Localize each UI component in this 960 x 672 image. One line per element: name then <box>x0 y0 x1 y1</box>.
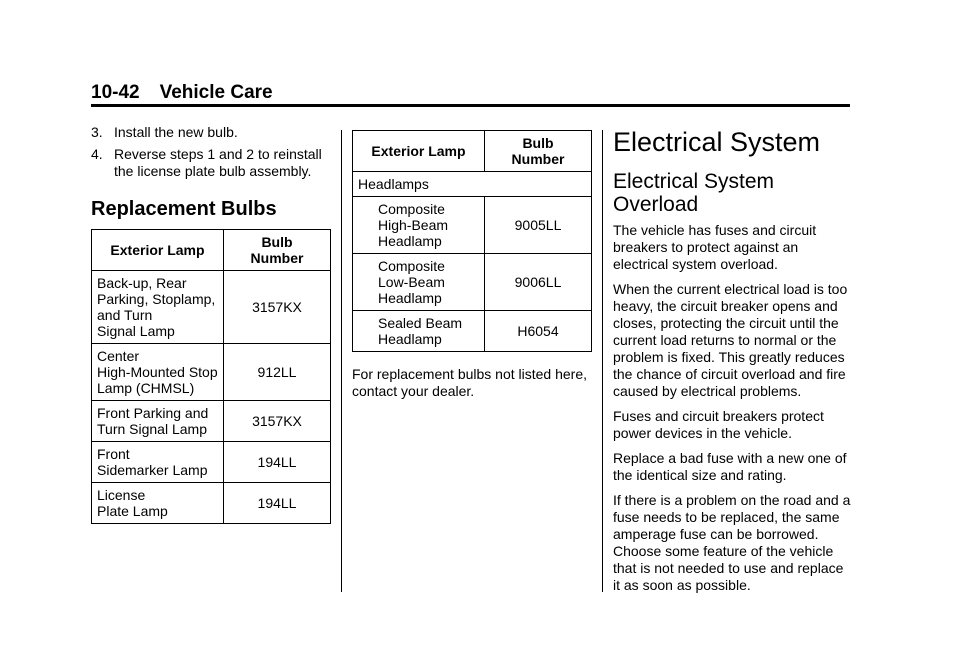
section-title: Vehicle Care <box>159 82 273 103</box>
col-header-bulb: Bulb Number <box>224 230 331 271</box>
replacement-bulbs-table <box>91 229 331 524</box>
table-note: For replacement bulbs not listed here, contact your dealer. <box>352 366 588 399</box>
bulb-cell: 9006LL <box>485 254 592 311</box>
column-divider <box>341 130 342 592</box>
paragraph: If there is a problem on the road and a fuse needs to be replaced, the same amperage fuse can be borrowed. Choose some feature of the vehicle that is not needed to use and replace it as soon as possible. <box>613 492 851 593</box>
headlamp-bulbs-table <box>352 130 592 352</box>
col-header-lamp: Exterior Lamp <box>92 230 224 271</box>
step-text: Reverse steps 1 and 2 to reinstall the license plate bulb assembly. <box>114 146 322 179</box>
lamp-cell: License Plate Lamp <box>92 483 224 524</box>
paragraph: When the current electrical load is too heavy, the circuit breaker opens and closes, protecting the circuit until the current load returns to normal or the problem is fixed. This greatly reduces the chance of circuit overload and fire caused by electrical problems. <box>613 281 848 399</box>
bulb-cell: 3157KX <box>224 401 331 442</box>
table-header-row <box>353 131 592 172</box>
lamp-cell: Composite Low-Beam Headlamp <box>353 254 485 311</box>
table-row <box>353 197 592 254</box>
table-row <box>92 344 331 401</box>
step-text: Install the new bulb. <box>114 124 238 140</box>
table-group-row <box>353 172 592 197</box>
bulb-cell: H6054 <box>485 311 592 352</box>
table-row <box>353 311 592 352</box>
subsection-heading: Electrical System Overload <box>613 170 775 216</box>
step-number: 4. <box>91 146 103 162</box>
column-right <box>613 124 853 602</box>
lamp-cell: Composite High-Beam Headlamp <box>353 197 485 254</box>
table-row <box>92 483 331 524</box>
header-rule <box>91 104 850 107</box>
lamp-cell: Sealed Beam Headlamp <box>353 311 485 352</box>
lamp-cell: Center High-Mounted Stop Lamp (CHMSL) <box>92 344 224 401</box>
step-item <box>91 124 331 141</box>
table-header-row <box>92 230 331 271</box>
col-header-bulb: Bulb Number <box>485 131 592 172</box>
chapter-heading: Electrical System <box>613 127 821 157</box>
column-middle <box>352 130 592 408</box>
lamp-cell: Back-up, Rear Parking, Stoplamp, and Turn Signal Lamp <box>92 271 224 344</box>
table-row <box>92 401 331 442</box>
column-divider <box>602 130 603 592</box>
bulb-cell: 194LL <box>224 442 331 483</box>
table-row <box>92 442 331 483</box>
col-header-lamp: Exterior Lamp <box>353 131 485 172</box>
bulb-cell: 9005LL <box>485 197 592 254</box>
bulb-cell: 3157KX <box>224 271 331 344</box>
page-number: 10-42 <box>91 82 140 103</box>
column-left <box>91 124 331 524</box>
section-heading: Replacement Bulbs <box>91 198 277 220</box>
paragraph: Fuses and circuit breakers protect power devices in the vehicle. <box>613 408 824 441</box>
bulb-cell: 194LL <box>224 483 331 524</box>
bulb-cell: 912LL <box>224 344 331 401</box>
group-label: Headlamps <box>353 172 592 197</box>
lamp-cell: Front Parking and Turn Signal Lamp <box>92 401 224 442</box>
table-row <box>92 271 331 344</box>
step-number: 3. <box>91 124 103 140</box>
paragraph: Replace a bad fuse with a new one of the identical size and rating. <box>613 450 847 483</box>
page-header <box>91 82 273 104</box>
step-item <box>91 146 331 180</box>
table-row <box>353 254 592 311</box>
paragraph: The vehicle has fuses and circuit breakers to protect against an electrical system overload. <box>613 222 817 272</box>
lamp-cell: Front Sidemarker Lamp <box>92 442 224 483</box>
